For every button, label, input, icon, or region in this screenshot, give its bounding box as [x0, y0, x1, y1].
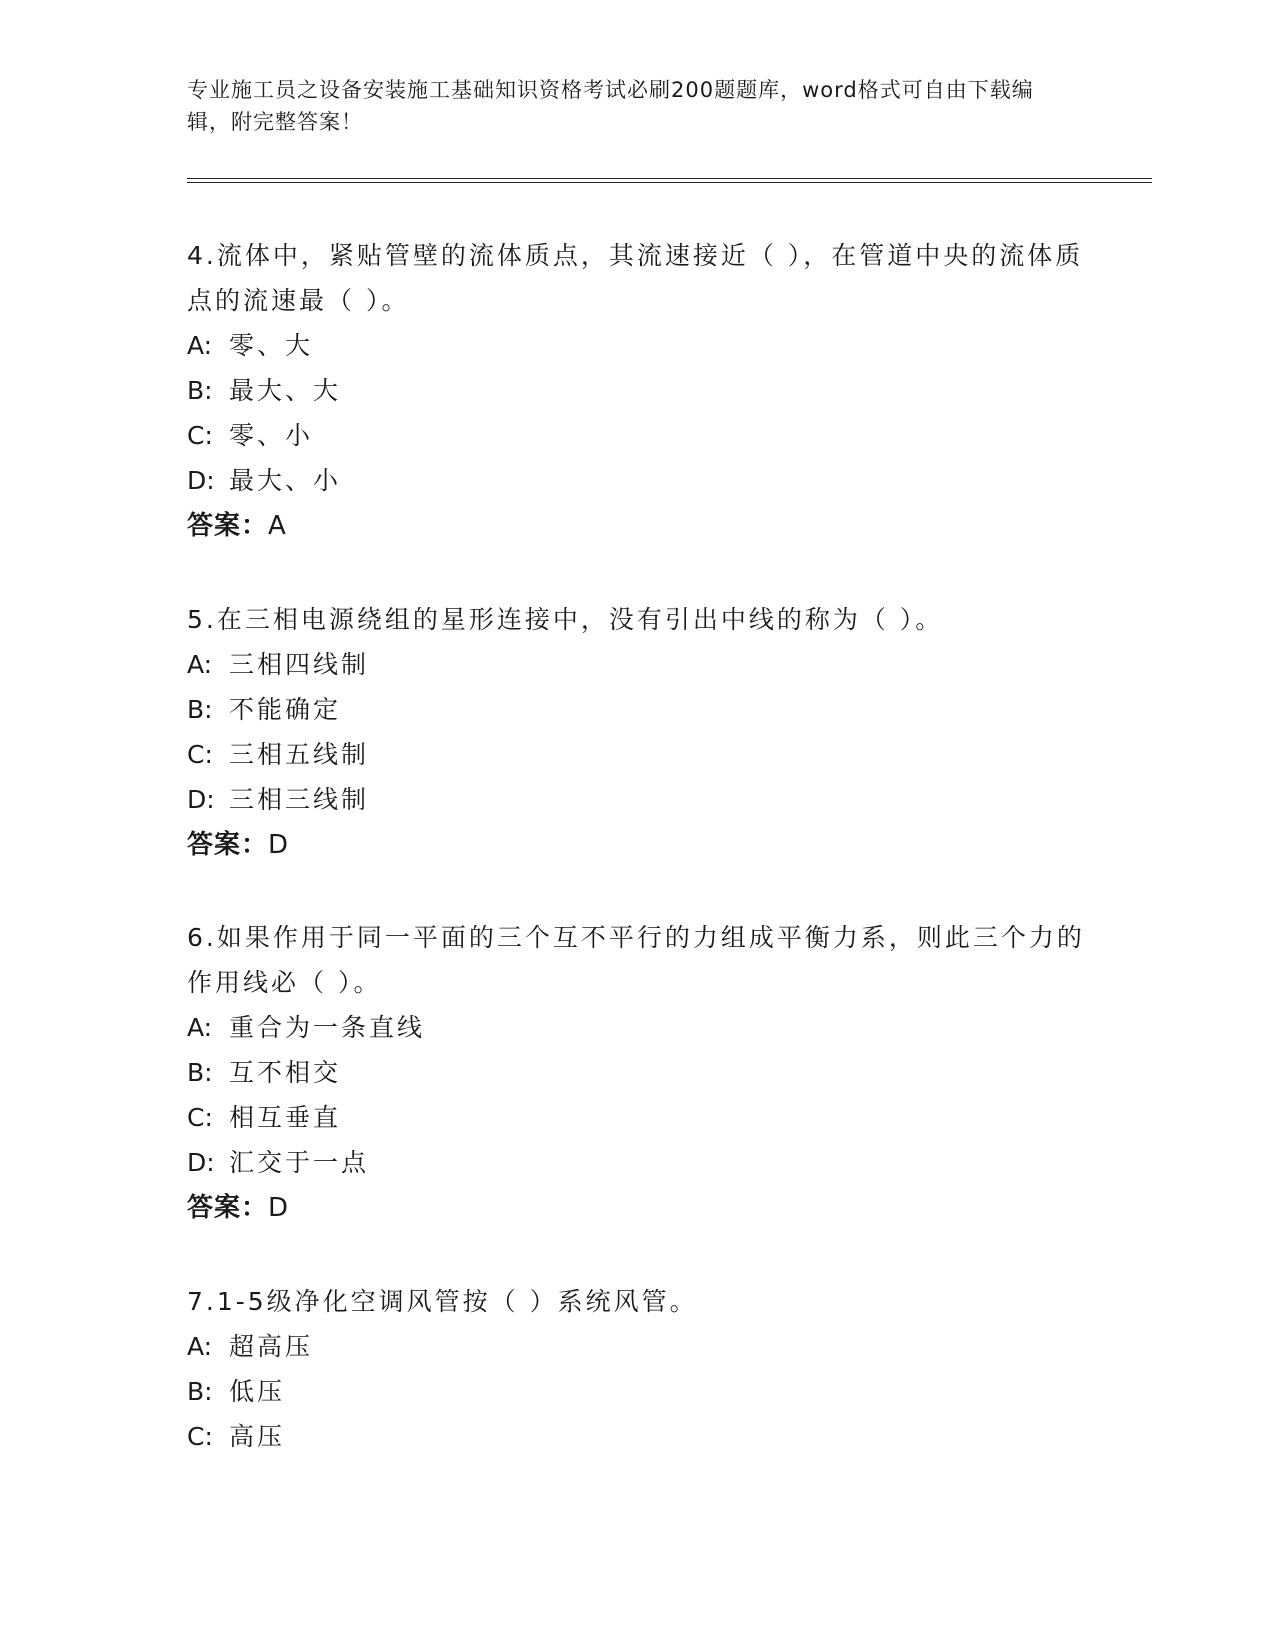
option-letter: C:	[187, 1103, 213, 1132]
option-c	[187, 413, 1087, 458]
answer-line	[187, 503, 1087, 549]
option-b	[187, 687, 1087, 732]
option-text: 最大、小	[229, 466, 342, 495]
answer-label: 答案：	[187, 1193, 269, 1223]
option-c	[187, 1414, 1087, 1459]
option-text: 最大、大	[229, 376, 342, 405]
answer-line	[187, 1185, 1087, 1231]
option-letter: A:	[187, 650, 213, 679]
option-text: 相互垂直	[229, 1103, 342, 1132]
option-text: 互不相交	[229, 1058, 342, 1087]
option-a	[187, 1324, 1087, 1369]
option-letter: A:	[187, 1013, 213, 1042]
question-stem: 6.如果作用于同一平面的三个互不平行的力组成平衡力系，则此三个力的作用线必（ ）。	[187, 923, 1085, 997]
answer-value: D	[268, 1193, 289, 1223]
option-letter: A:	[187, 331, 213, 360]
option-letter: B:	[187, 1058, 213, 1087]
option-a	[187, 1005, 1087, 1050]
option-text: 零、大	[229, 331, 314, 360]
option-b	[187, 1050, 1087, 1095]
question-stem: 7.1-5级净化空调风管按（ ）系统风管。	[187, 1287, 698, 1316]
option-letter: C:	[187, 740, 213, 769]
header-divider-top	[187, 178, 1152, 179]
question-stem: 4.流体中，紧贴管壁的流体质点，其流速接近（ ），在管道中央的流体质点的流速最（ ）。	[187, 241, 1084, 315]
option-letter: C:	[187, 1422, 213, 1451]
option-letter: C:	[187, 421, 213, 450]
option-letter: A:	[187, 1332, 213, 1361]
option-text: 汇交于一点	[229, 1148, 370, 1177]
option-letter: D:	[187, 1148, 215, 1177]
question-block	[187, 597, 1087, 868]
answer-label: 答案：	[187, 511, 269, 541]
answer-value: A	[268, 511, 286, 541]
option-d	[187, 1140, 1087, 1185]
option-letter: B:	[187, 1377, 213, 1406]
option-text: 三相五线制	[229, 740, 370, 769]
answer-value: D	[268, 830, 289, 860]
option-a	[187, 642, 1087, 687]
header-divider-bottom	[187, 182, 1152, 183]
answer-line	[187, 822, 1087, 868]
option-text: 重合为一条直线	[229, 1013, 426, 1042]
option-b	[187, 1369, 1087, 1414]
option-letter: D:	[187, 466, 215, 495]
option-text: 高压	[229, 1422, 286, 1451]
option-text: 零、小	[229, 421, 314, 450]
question-block	[187, 915, 1087, 1231]
option-d	[187, 777, 1087, 822]
option-text: 低压	[229, 1377, 286, 1406]
option-c	[187, 732, 1087, 777]
question-block	[187, 233, 1087, 549]
question-block	[187, 1279, 1087, 1459]
question-stem: 5.在三相电源绕组的星形连接中，没有引出中线的称为（ ）。	[187, 605, 944, 634]
option-text: 三相四线制	[229, 650, 370, 679]
option-a	[187, 323, 1087, 368]
option-d	[187, 458, 1087, 503]
option-text: 超高压	[229, 1332, 314, 1361]
document-header	[187, 74, 1067, 138]
answer-label: 答案：	[187, 830, 269, 860]
option-c	[187, 1095, 1087, 1140]
option-text: 不能确定	[229, 695, 342, 724]
option-letter: B:	[187, 695, 213, 724]
option-letter: B:	[187, 376, 213, 405]
header-title: 专业施工员之设备安装施工基础知识资格考试必刷200题题库，word格式可自由下载编辑，附完整答案！	[187, 78, 1034, 134]
option-letter: D:	[187, 785, 215, 814]
option-b	[187, 368, 1087, 413]
option-text: 三相三线制	[229, 785, 370, 814]
